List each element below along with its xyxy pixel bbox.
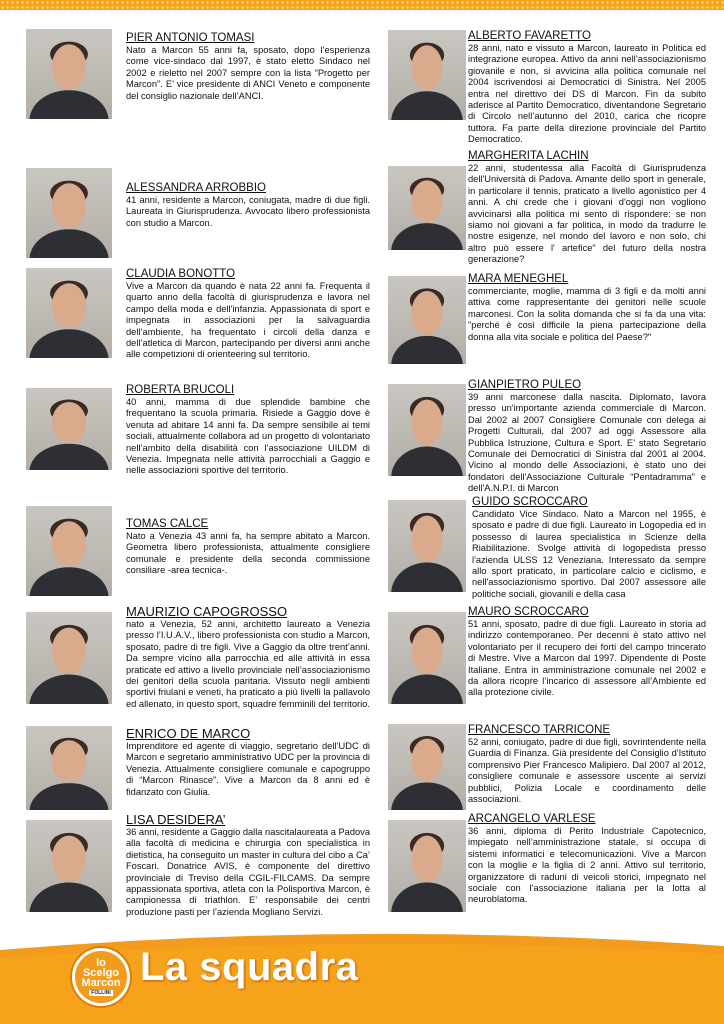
portrait-silhouette: [388, 820, 466, 912]
member-name: ROBERTA BRUCOLI: [126, 384, 235, 396]
member-bio: Vive a Marcon da quando è nata 22 anni fa. Frequenta il quarto anno della facoltà di giurisprudenza e lavora nel campo della moda e dell'infanzia. Appassionata di sport e impegnata in associazioni per la salvaguardia dell’ambiente, ha frequentato i circoli della danza e dell’atletica di Marcon, partecipando per diversi anni anche alle competizioni di orienteering sul territorio.: [126, 281, 370, 360]
member-photo: [388, 724, 466, 810]
portrait-silhouette: [388, 384, 466, 476]
member-name: ENRICO DE MARCO: [126, 726, 251, 741]
portrait-silhouette: [26, 29, 112, 119]
member-name: GIANPIETRO PULEO: [468, 379, 582, 391]
member-bio: commerciante, moglie, mamma di 3 figli e da molti anni attiva come rappresentante dei genitori nelle scuole marconesi. Con la solita domanda che si fa da una vita: "perché è così difficile la piena partecipazione della donna alla vita sociale e politica del Paese?": [468, 286, 706, 342]
member-name: ALBERTO FAVARETTO: [468, 30, 591, 42]
member-name: FRANCESCO TARRICONE: [468, 724, 611, 736]
member-photo: [388, 820, 466, 912]
logo-line: Scelgo: [82, 967, 120, 979]
member-photo: [388, 166, 466, 250]
portrait-silhouette: [26, 612, 112, 704]
member-bio: Nato a Marcon 55 anni fa, sposato, dopo l’esperienza come vice-sindaco dal 1997, è stato eletto Sindaco nel 2002 e rieletto nel 2007 sempre con la lista “Progetto per Marcon”. E’ vice presidente di ANCI Veneto e componente del consiglio nazionale dell’ANCI.: [126, 45, 370, 101]
member-bio: 41 anni, residente a Marcon, coniugata, madre di due figli. Laureata in Giurisprudenza. Avvocato libero professionista con studio a Marcon.: [126, 195, 370, 228]
member-photo: [26, 506, 112, 596]
portrait-silhouette: [388, 612, 466, 704]
logo-line: Marcon: [81, 977, 121, 989]
member-name: TOMAS CALCE: [126, 518, 209, 530]
member-name: GUIDO SCROCCARO: [472, 496, 588, 508]
member-photo: [388, 30, 466, 120]
member-name: MAURO SCROCCARO: [468, 606, 589, 618]
member-name: ALESSANDRA ARROBBIO: [126, 182, 266, 194]
member-bio: 36 anni, diploma di Perito Industriale Capotecnico, impiegato nell’amministrazione statale, si occupa di sistemi informatici e telecomunicazioni. Vive a Marcon con la moglie e la figlia di 2 anni. Attivo sul territorio, organizzatore di raduni di veicoli storici, impegnato nel sociale con l’associazione italiana per la lotta al neuroblatoma.: [468, 826, 706, 905]
member-bio: 28 anni, nato e vissuto a Marcon, laureato in Politica ed integrazione europea. Attivo da anni nell’associazionismo giovanile e non, si avvicina alla politica comunale nel 2004 iscrivendosi ai Democratici di Sinistra. Nel 2005 entra nel direttivo dei DS di Marcon. Fin da subito aderisce al Partito Democratico, diventandone Segretario di Circolo nell’autunno del 2010, carica che ricopre tuttora. Fa parte della direzione provinciale del Partito Democratico.: [468, 43, 706, 145]
member-bio: nato a Venezia, 52 anni, architetto laureato a Venezia presso l’I.U.A.V., libero professionista con studio a Marcon, sposato, padre di tre figli. Vive a Gaggio da oltre trent’anni. Da sempre vicino alla parrocchia ed alle attività in essa praticate ed attivo a livello provinciale nell’associazionismo dei genitori della scuola paritaria. Vissuto negli ambienti sportivi friulani e veneti, ha praticato a più livelli la pallavolo ed allenato, in questo sport, squadre femminili del territorio.: [126, 619, 370, 709]
member-photo: [26, 612, 112, 704]
portrait-silhouette: [388, 500, 466, 592]
member-bio: Nato a Venezia 43 anni fa, ha sempre abitato a Marcon. Geometra libero professionista, attualmente consigliere comunale e presidente della seconda commissione consiliare -area tecnica-.: [126, 531, 370, 576]
member-bio: 51 anni, sposato, padre di due figli. Laureato in storia ad indirizzo contemporaneo. Per decenni è stato attivo nel volontariato per il recupero dei forti del campo trincerato di Mestre. Vive a Marcon dal 1997. Dipendente di Poste Italiane. Entra in amministrazione comunale nel 2002 e da allora ricopre l’incarico di assessore all’Ambiente ed alla protezione civile.: [468, 619, 706, 698]
member-name: PIER ANTONIO TOMASI: [126, 32, 255, 44]
member-photo: [388, 612, 466, 704]
portrait-silhouette: [388, 276, 466, 364]
member-photo: [26, 388, 112, 470]
member-bio: Candidato Vice Sindaco. Nato a Marcon nel 1955, è sposato e padre di due figli. Laureato in Logopedia ed in possesso di laurea specialistica in Scienze della Riabilitazione. Svolge attività di logopedista presso l'azienda ULSS 12 Veneziana. Interessato da sempre allo sport praticato, in particolare calcio e ciclismo, e nell'associazionismo sportivo. Dal 2007 assessore alle politiche sociali, giovanili e della casa: [472, 509, 706, 599]
portrait-silhouette: [26, 506, 112, 596]
logo-line: Io: [96, 957, 106, 969]
page-title: La squadra: [140, 945, 359, 989]
member-photo: [388, 500, 466, 592]
member-bio: 52 anni, coniugato, padre di due figli, sovrintendente nella Guardia di Finanza. Già presidente del Consiglio d'Istituto comprensivo Pier Francesco Malipiero. Dal 2007 al 2012, consigliere comunale e assessore uscente ai servizi pubblici, Polizia Locale e coordinamento delle associazioni.: [468, 737, 706, 805]
member-name: MARGHERITA LACHIN: [468, 150, 589, 162]
member-photo: [26, 726, 112, 810]
member-bio: 39 anni marconese dalla nascita. Diplomato, lavora presso un'importante azienda commerciale di Marcon. Dal 2002 al 2007 Consigliere Comunale con delega ai Progetti Culturali, dal 2007 ad oggi Assessore alla Pubblica Istruzione, Cultura e Sport. E’ stato Segretario Comunale dei Democratici di Sinistra dal 2001 al 2004. Vicino al mondo delle Associazioni, è stato uno dei fondatori dell'Associazione Culturale “Pentadramma” e dell'A.N.P.I. di Marcon: [468, 392, 706, 494]
portrait-silhouette: [388, 30, 466, 120]
member-name: LISA DESIDERA’: [126, 812, 226, 827]
member-name: CLAUDIA BONOTTO: [126, 268, 236, 280]
portrait-silhouette: [26, 268, 112, 358]
portrait-silhouette: [26, 388, 112, 470]
logo-line: FOLLINI: [91, 990, 111, 996]
member-bio: 40 anni, mamma di due splendide bambine che frequentano la scuola primaria. Risiede a Gaggio dove è venuta ad abitare 14 anni fa. Da sempre sensibile ai temi sociali, attualmente collabora ad un progetto di volontariato nell’ambito della disabilità con l’associazione UILDM di Venezia. Impegnata nelle attività parrocchiali a Gaggio e nelle associazioni sportive del territorio.: [126, 397, 370, 476]
io-scelgo-marcon-logo: [72, 948, 130, 1006]
member-photo: [26, 29, 112, 119]
portrait-silhouette: [388, 166, 466, 250]
member-name: MARA MENEGHEL: [468, 273, 569, 285]
member-photo: [388, 276, 466, 364]
member-photo: [26, 168, 112, 258]
portrait-silhouette: [26, 168, 112, 258]
member-photo: [26, 820, 112, 912]
member-bio: 22 anni, studentessa alla Facoltà di Giurisprudenza dell'Università di Padova. Amante dello sport in generale, in particolare il tennis, praticato a livello agonistico per 4 anni. A chi crede che i giovani d'oggi non vogliono avvicinarsi alla politica mi sento di rispondere: se non siamo noi giovani a far politica, in modo da tradurre le nostre esigenze, nel mondo del lavoro e non solo, chi altro può essere l' artefice" del futuro della nostra generazione?: [468, 163, 706, 265]
portrait-silhouette: [388, 724, 466, 810]
member-photo: [26, 268, 112, 358]
member-name: ARCANGELO VARLESE: [468, 813, 596, 825]
member-bio: 36 anni, residente a Gaggio dalla nascitalaureata a Padova alla facoltà di medicina e chirurgia con specialistica in dietistica, ha conseguito un master in cultura del cibo a Ca’ Foscari. Donatrice AVIS, è componente del direttivo provinciale di Treviso della CGIL-FILCAMS. Da sempre appassionata sportiva, atleta con la Polisportiva Marcon, è campionessa di triathlon. E’ responsabile dei centri produzione pasti per l’azienda Mogliano Servizi.: [126, 827, 370, 917]
member-bio: Imprenditore ed agente di viaggio, segretario dell’UDC di Marcon e segretario amministrativo UDC per la provincia di Venezia. Attualmente consigliere comunale e capogruppo di “Marcon Rinasce”. Vive a Marcon da 8 anni ed è fidanzato con Giulia.: [126, 741, 370, 797]
portrait-silhouette: [26, 820, 112, 912]
member-name: MAURIZIO CAPOGROSSO: [126, 604, 288, 619]
member-photo: [388, 384, 466, 476]
portrait-silhouette: [26, 726, 112, 810]
